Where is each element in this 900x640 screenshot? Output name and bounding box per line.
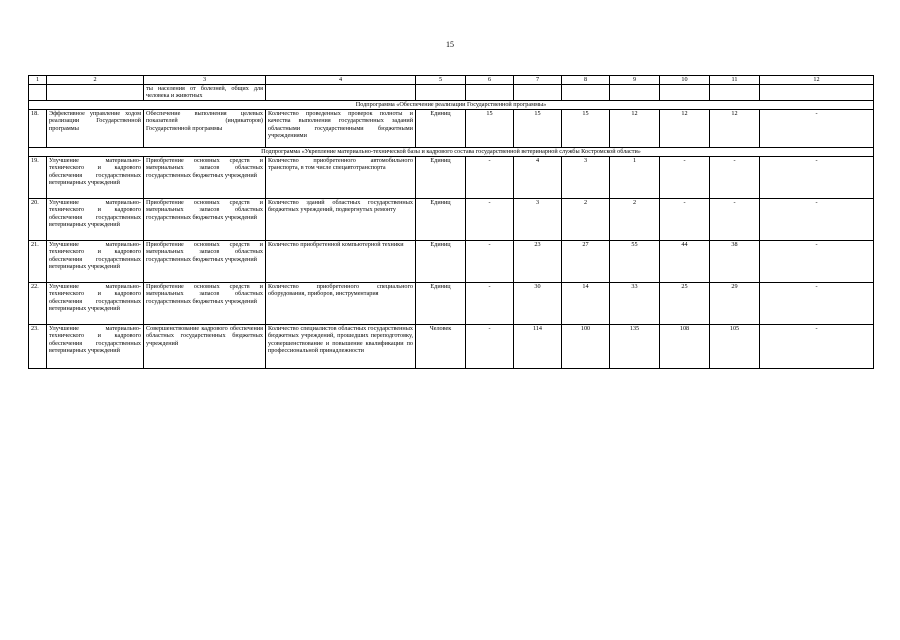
table-row [29,156,874,198]
column-header: 8 [562,76,610,85]
row-number: 18. [29,109,47,147]
row-value: - [466,240,514,282]
row-value: 2 [562,198,610,240]
row-task: Обеспечение выполнения целевых показателей (индикаторов) Государственной программы [144,109,266,147]
row-goal: Улучшение материально-технического и кадрового обеспечения государственных ветеринарных учреждений [47,198,144,240]
table-row [29,240,874,282]
row-value: 12 [710,109,760,147]
row-task: Совершенствование кадрового обеспечения областных государственных бюджетных учреждений [144,324,266,368]
row-value: - [466,282,514,324]
column-header: 4 [266,76,416,85]
row-value: 12 [610,109,660,147]
row-value: - [660,198,710,240]
row-value: - [466,324,514,368]
row-value: - [466,156,514,198]
row-indicator: Количество проведенных проверок полноты и качества выполнения государственных заданий областными государственными бюджетными учреждениями [266,109,416,147]
indicator-table [28,75,874,369]
column-header: 7 [514,76,562,85]
row-task: Приобретение основных средств и материальных запасов областных государственных бюджетных учреждений [144,240,266,282]
row-value: - [760,198,874,240]
table-row [29,198,874,240]
row-unit: Единиц [416,156,466,198]
row-value: - [760,282,874,324]
column-header-row [29,76,874,85]
continuation-row [29,85,874,101]
column-header: 11 [710,76,760,85]
row-value: 100 [562,324,610,368]
row-value: - [760,109,874,147]
table-row [29,324,874,368]
row-value: 30 [514,282,562,324]
column-header: 9 [610,76,660,85]
row-value: 44 [660,240,710,282]
row-goal: Эффективное управление ходом реализации Государственной программы [47,109,144,147]
row-indicator: Количество специалистов областных государственных бюджетных учреждений, прошедших переподготовку, усовершенствование и повышение квалификации по профессиональной принадлежности [266,324,416,368]
row-goal: Улучшение материально-технического и кадрового обеспечения государственных ветеринарных учреждений [47,282,144,324]
row-goal: Улучшение материально-технического и кадрового обеспечения государственных ветеринарных учреждений [47,240,144,282]
row-task: Приобретение основных средств и материальных запасов областных государственных бюджетных учреждений [144,156,266,198]
row-unit: Человек [416,324,466,368]
row-unit: Единиц [416,240,466,282]
row-number: 23. [29,324,47,368]
row-task: Приобретение основных средств и материальных запасов областных государственных бюджетных учреждений [144,198,266,240]
row-value: 105 [710,324,760,368]
column-header: 2 [47,76,144,85]
column-header: 1 [29,76,47,85]
row-indicator: Количество приобретенной компьютерной техники [266,240,416,282]
row-value: 1 [610,156,660,198]
row-value: 114 [514,324,562,368]
column-header: 10 [660,76,710,85]
row-value: 3 [562,156,610,198]
row-value: 14 [562,282,610,324]
row-value: 2 [610,198,660,240]
column-header: 3 [144,76,266,85]
row-unit: Единиц [416,109,466,147]
row-value: - [466,198,514,240]
row-value: 55 [610,240,660,282]
subprogram-row [29,147,874,156]
row-value: 108 [660,324,710,368]
row-value: 3 [514,198,562,240]
row-unit: Единиц [416,282,466,324]
table-row [29,282,874,324]
row-unit: Единиц [416,198,466,240]
row-value: 23 [514,240,562,282]
row-value: 15 [562,109,610,147]
row-goal: Улучшение материально-технического и кадрового обеспечения государственных ветеринарных учреждений [47,156,144,198]
row-value: 38 [710,240,760,282]
row-value: 15 [514,109,562,147]
row-value: 12 [660,109,710,147]
row-number: 20. [29,198,47,240]
row-number: 22. [29,282,47,324]
continuation-text: ты населения от болезней, общих для человека и животных [144,85,266,101]
row-value: 25 [660,282,710,324]
row-indicator: Количество приобретенного автомобильного транспорта, в том числе спецавтотранспорта [266,156,416,198]
column-header: 5 [416,76,466,85]
row-value: 27 [562,240,610,282]
row-value: - [710,198,760,240]
row-indicator: Количество приобретенного специального оборудования, приборов, инструментария [266,282,416,324]
row-value: - [760,240,874,282]
row-goal: Улучшение материально-технического и кадрового обеспечения государственных ветеринарных учреждений [47,324,144,368]
row-value: 15 [466,109,514,147]
row-task: Приобретение основных средств и материальных запасов областных государственных бюджетных учреждений [144,282,266,324]
table-row [29,109,874,147]
row-indicator: Количество зданий областных государственных бюджетных учреждений, подвергнутых ремонту [266,198,416,240]
row-value: 29 [710,282,760,324]
row-number: 21. [29,240,47,282]
row-value: 135 [610,324,660,368]
subprogram-title: Подпрограмма «Обеспечение реализации Государственной программы» [29,100,874,109]
row-value: - [760,156,874,198]
row-number: 19. [29,156,47,198]
column-header: 12 [760,76,874,85]
subprogram-title: Подпрограмма «Укрепление материально-технической базы и кадрового состава государственной ветеринарной службы Костромской области» [29,147,874,156]
row-value: - [660,156,710,198]
row-value: - [760,324,874,368]
column-header: 6 [466,76,514,85]
row-value: 33 [610,282,660,324]
row-value: 4 [514,156,562,198]
page-number: 15 [446,40,454,49]
subprogram-row [29,100,874,109]
row-value: - [710,156,760,198]
